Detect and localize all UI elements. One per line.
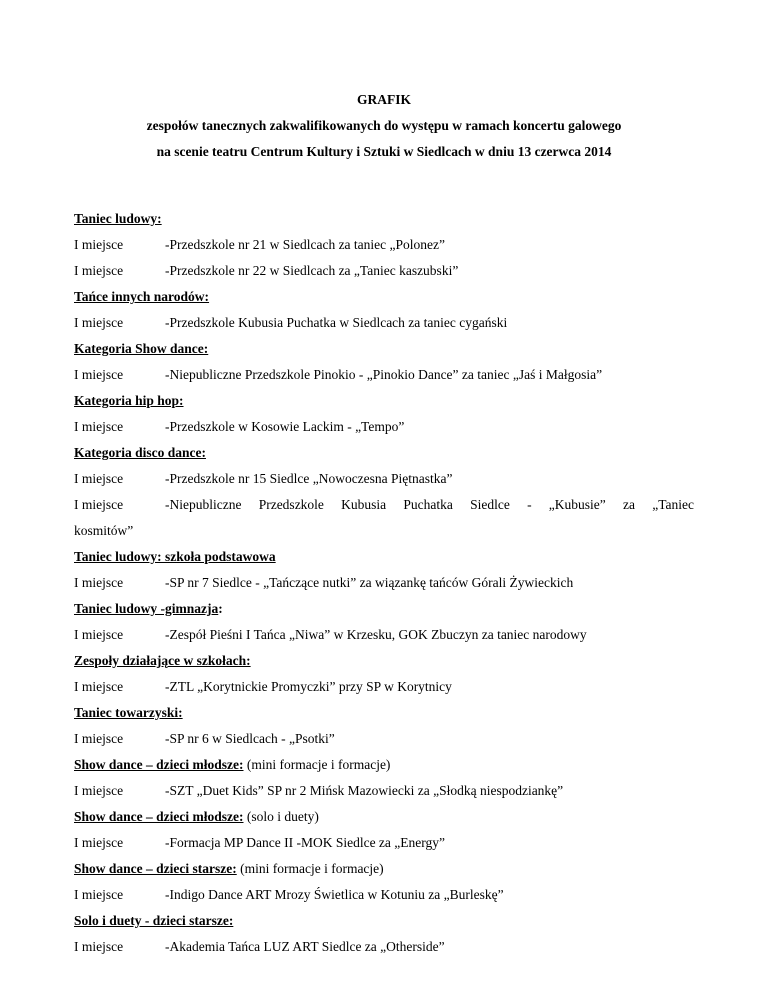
result-entry (74, 782, 694, 808)
place-label: I miejsce (74, 679, 124, 694)
place-label: I miejsce (74, 835, 124, 850)
result-entry (74, 366, 694, 392)
place-label: I miejsce (74, 315, 124, 330)
category-heading (74, 288, 694, 314)
result-description: -SP nr 6 w Siedlcach - „Psotki” (165, 731, 335, 746)
result-description: -ZTL „Korytnickie Promyczki” przy SP w Korytnicy (165, 679, 452, 694)
category-title: Taniec ludowy: (74, 211, 162, 226)
category-title: Show dance – dzieci młodsze: (74, 809, 244, 824)
result-entry (74, 626, 694, 652)
document-title: GRAFIK (357, 92, 411, 107)
subtitle-line-2: na scenie teatru Centrum Kultury i Sztuki w Siedlcach w dniu 13 czerwca 2014 (156, 144, 612, 159)
result-entry (74, 886, 694, 912)
category-heading (74, 210, 694, 236)
place-label: I miejsce (74, 783, 124, 798)
place-label: I miejsce (74, 887, 124, 902)
result-description: -Indigo Dance ART Mrozy Świetlica w Kotuniu za „Burleskę” (165, 887, 504, 902)
category-title: Kategoria disco dance: (74, 445, 206, 460)
result-description: -Przedszkole nr 21 w Siedlcach za taniec „Polonez” (165, 237, 446, 252)
category-title: Kategoria hip hop: (74, 393, 184, 408)
place-label: I miejsce (74, 263, 124, 278)
result-description: -Niepubliczne Przedszkole Kubusia Puchatka Siedlce - „Kubusie” za „Taniec (165, 497, 694, 512)
category-heading (74, 548, 694, 574)
category-suffix: (solo i duety) (243, 809, 319, 824)
place-label: I miejsce (74, 939, 124, 954)
result-entry (74, 314, 694, 340)
result-entry (74, 470, 694, 496)
result-description: -Przedszkole w Kosowie Lackim - „Tempo” (165, 419, 405, 434)
category-title: Taniec ludowy -gimnazja (74, 601, 219, 616)
category-title: Zespoły działające w szkołach: (74, 653, 251, 668)
category-heading (74, 704, 694, 730)
category-title: Taniec towarzyski: (74, 705, 183, 720)
place-label: I miejsce (74, 497, 124, 512)
place-label: I miejsce (74, 575, 124, 590)
category-heading (74, 756, 694, 782)
results-list (74, 210, 694, 964)
result-entry (74, 236, 694, 262)
place-label: I miejsce (74, 419, 124, 434)
place-label: I miejsce (74, 731, 124, 746)
category-heading (74, 340, 694, 366)
category-heading (74, 808, 694, 834)
place-label: I miejsce (74, 471, 124, 486)
result-entry (74, 574, 694, 600)
subtitle-line-1: zespołów tanecznych zakwalifikowanych do występu w ramach koncertu galowego (146, 118, 622, 133)
result-entry (74, 730, 694, 756)
result-description: -Formacja MP Dance II -MOK Siedlce za „Energy” (165, 835, 446, 850)
result-entry (74, 938, 694, 964)
category-title: Solo i duety - dzieci starsze: (74, 913, 234, 928)
result-description: -Akademia Tańca LUZ ART Siedlce za „Otherside” (165, 939, 445, 954)
place-label: I miejsce (74, 367, 124, 382)
result-entry (74, 418, 694, 444)
result-entry (74, 834, 694, 860)
result-entry (74, 678, 694, 704)
result-description: -Zespół Pieśni I Tańca „Niwa” w Krzesku, GOK Zbuczyn za taniec narodowy (165, 627, 587, 642)
result-description: -Niepubliczne Przedszkole Pinokio - „Pinokio Dance” za taniec „Jaś i Małgosia” (165, 367, 603, 382)
result-description: -SP nr 7 Siedlce - „Tańczące nutki” za wiązankę tańców Górali Żywieckich (165, 575, 574, 590)
category-heading (74, 392, 694, 418)
result-description: -Przedszkole Kubusia Puchatka w Siedlcach za taniec cygański (165, 315, 508, 330)
category-suffix: (mini formacje i formacje) (243, 757, 391, 772)
category-title: Taniec ludowy: szkoła podstawowa (74, 549, 276, 564)
category-heading (74, 600, 694, 626)
category-heading (74, 860, 694, 886)
result-description-continuation: kosmitów” (74, 523, 134, 538)
result-description: -Przedszkole nr 15 Siedlce „Nowoczesna Piętnastka” (165, 471, 453, 486)
category-heading (74, 444, 694, 470)
category-suffix: (mini formacje i formacje) (236, 861, 384, 876)
category-title: Kategoria Show dance: (74, 341, 209, 356)
category-heading (74, 912, 694, 938)
category-heading (74, 652, 694, 678)
category-suffix: : (218, 601, 223, 616)
category-title: Tańce innych narodów: (74, 289, 210, 304)
result-description: -SZT „Duet Kids” SP nr 2 Mińsk Mazowiecki za „Słodką niespodziankę” (165, 783, 564, 798)
place-label: I miejsce (74, 237, 124, 252)
category-title: Show dance – dzieci młodsze: (74, 757, 244, 772)
place-label: I miejsce (74, 627, 124, 642)
result-entry (74, 262, 694, 288)
category-title: Show dance – dzieci starsze: (74, 861, 237, 876)
result-entry (74, 496, 694, 522)
result-description: -Przedszkole nr 22 w Siedlcach za „Taniec kaszubski” (165, 263, 459, 278)
